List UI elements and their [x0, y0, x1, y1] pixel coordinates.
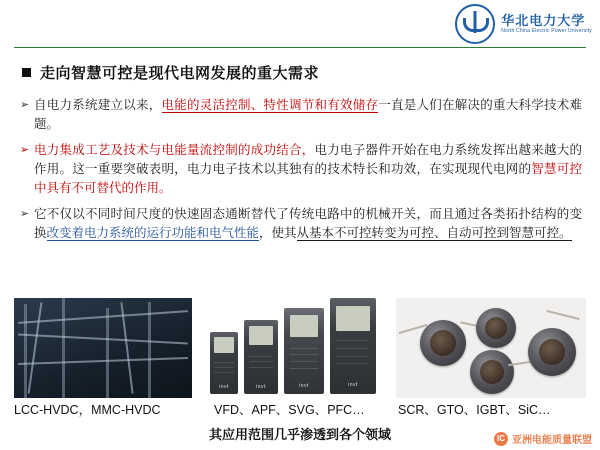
vfd-brand-label: invt [219, 384, 229, 391]
bullet-segment-highlight: 电能的灵活控制、特性调节和有效储存 [161, 98, 379, 112]
vfd-display [290, 315, 319, 337]
thyristor-disc [470, 350, 514, 394]
list-item [20, 96, 582, 134]
slide-header [0, 0, 600, 48]
bullet-text [34, 205, 582, 243]
substation-structure [62, 298, 65, 398]
bullet-segment: ，使其 [259, 226, 297, 240]
vfd-unit [210, 332, 238, 394]
image-row [14, 298, 586, 398]
thyristor-disc [420, 320, 466, 366]
thyristor-disc [528, 328, 576, 376]
vfd-drives-photo [204, 298, 384, 398]
bullet-segment-highlight: 改变着电力系统的运行功能和电气性能 [46, 226, 260, 240]
vfd-unit [330, 298, 376, 394]
bullet-text [34, 141, 582, 198]
vfd-brand-label: invt [299, 382, 309, 389]
caption-scr: SCR、GTO、IGBT、SiC… [398, 403, 551, 417]
university-logo [455, 4, 592, 44]
vfd-display [249, 326, 273, 345]
header-divider [14, 47, 586, 48]
title-text: 走向智慧可控是现代电网发展的重大需求 [40, 65, 320, 82]
caption-lcc: LCC-HVDC，MMC-HVDC [14, 403, 161, 417]
footer-note: 其应用范围几乎渗透到各个领域 [208, 427, 391, 442]
substation-photo [14, 298, 192, 398]
bullet-segment: 自电力系统建立以来， [34, 98, 162, 112]
substation-structure [106, 308, 109, 398]
vfd-unit [284, 308, 324, 394]
list-item [20, 141, 582, 198]
bullet-segment-highlight: 智慧可控中具有不可替代的作用。 [34, 162, 582, 195]
substation-structure [148, 302, 151, 398]
bullet-segment: 电力电子器件开始在电力系统发挥出越来越大的作用。这一重要突破表明，电力电子技术以其独有的技术特长和功效，在实现现代电网的 [34, 143, 582, 176]
arrow-bullet-icon: ➢ [20, 208, 30, 220]
logo-text-block [501, 14, 592, 35]
vfd-brand-label: invt [348, 382, 358, 389]
bullet-segment: 一直是人们在解决的重大科学技术难题。 [34, 98, 582, 131]
thyristor-discs-photo [396, 298, 586, 398]
logo-title-cn: 华北电力大学 [501, 12, 586, 28]
bullet-segment-highlight: 从基本不可控转变为可控、自动可控到智慧可控。 [296, 226, 572, 240]
watermark-text: 亚洲电能质量联盟 [512, 435, 592, 446]
arrow-bullet-icon: ➢ [20, 144, 30, 156]
caption-vfd: VFD、APF、SVG、PFC… [214, 403, 365, 417]
vfd-display [214, 337, 234, 353]
watermark [494, 431, 592, 446]
substation-structure [24, 304, 27, 398]
disc-lead [546, 310, 579, 320]
watermark-badge-icon: IC [494, 432, 508, 446]
arrow-bullet-icon: ➢ [20, 99, 30, 111]
vfd-unit [244, 320, 278, 394]
thyristor-disc [476, 308, 516, 348]
page-title [22, 62, 319, 83]
university-emblem-icon [455, 4, 495, 44]
vfd-display [336, 306, 369, 331]
bullet-list [20, 96, 582, 250]
vfd-brand-label: invt [256, 383, 266, 390]
bullet-segment: 它不仅以不同时间尺度的快速固态通断替代了传统电路中的机械开关，而且通过各类拓扑结构的变换 [34, 207, 582, 240]
bullet-segment-highlight: 电力集成工艺及技术与电能量流控制的成功结合， [34, 143, 315, 157]
list-item [20, 205, 582, 243]
bullet-text [34, 96, 582, 134]
caption-row [0, 400, 600, 420]
logo-title-en: North China Electric Power University [501, 28, 592, 35]
title-square-icon [22, 68, 31, 77]
